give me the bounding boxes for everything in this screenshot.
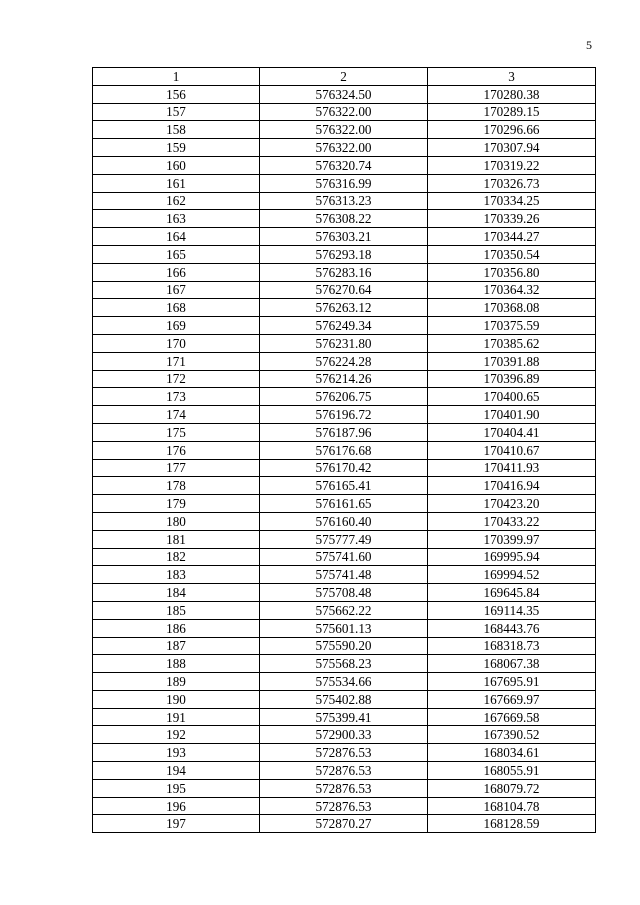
x-coordinate-cell: 576176.68 — [260, 441, 428, 459]
table-row — [93, 334, 596, 352]
point-number-cell: 170 — [93, 334, 260, 352]
point-number-cell: 194 — [93, 762, 260, 780]
y-coordinate-cell: 170350.54 — [428, 245, 596, 263]
point-number-cell: 196 — [93, 797, 260, 815]
table-body — [93, 85, 596, 832]
y-coordinate-cell: 170280.38 — [428, 85, 596, 103]
y-coordinate-cell: 170339.26 — [428, 210, 596, 228]
column-header-3: 3 — [428, 68, 596, 86]
point-number-cell: 177 — [93, 459, 260, 477]
table-row — [93, 601, 596, 619]
table-row — [93, 441, 596, 459]
y-coordinate-cell: 167669.58 — [428, 708, 596, 726]
table-row — [93, 726, 596, 744]
y-coordinate-cell: 168104.78 — [428, 797, 596, 815]
y-coordinate-cell: 168443.76 — [428, 619, 596, 637]
point-number-cell: 181 — [93, 530, 260, 548]
x-coordinate-cell: 576320.74 — [260, 156, 428, 174]
y-coordinate-cell: 170399.97 — [428, 530, 596, 548]
table-row — [93, 762, 596, 780]
point-number-cell: 169 — [93, 317, 260, 335]
x-coordinate-cell: 576224.28 — [260, 352, 428, 370]
table-row — [93, 566, 596, 584]
point-number-cell: 159 — [93, 139, 260, 157]
x-coordinate-cell: 572876.53 — [260, 797, 428, 815]
y-coordinate-cell: 170391.88 — [428, 352, 596, 370]
y-coordinate-cell: 170296.66 — [428, 121, 596, 139]
x-coordinate-cell: 576196.72 — [260, 406, 428, 424]
y-coordinate-cell: 168079.72 — [428, 779, 596, 797]
table-row — [93, 584, 596, 602]
point-number-cell: 190 — [93, 690, 260, 708]
table-row — [93, 156, 596, 174]
x-coordinate-cell: 576308.22 — [260, 210, 428, 228]
table-row — [93, 174, 596, 192]
y-coordinate-cell: 170423.20 — [428, 495, 596, 513]
table-row — [93, 281, 596, 299]
point-number-cell: 176 — [93, 441, 260, 459]
y-coordinate-cell: 169114.35 — [428, 601, 596, 619]
table-row — [93, 245, 596, 263]
x-coordinate-cell: 576214.26 — [260, 370, 428, 388]
table-row — [93, 370, 596, 388]
x-coordinate-cell: 576165.41 — [260, 477, 428, 495]
table-row — [93, 530, 596, 548]
x-coordinate-cell: 576324.50 — [260, 85, 428, 103]
y-coordinate-cell: 170344.27 — [428, 228, 596, 246]
table-row — [93, 299, 596, 317]
point-number-cell: 175 — [93, 423, 260, 441]
x-coordinate-cell: 576263.12 — [260, 299, 428, 317]
table-row — [93, 495, 596, 513]
table-row — [93, 121, 596, 139]
table-row — [93, 548, 596, 566]
y-coordinate-cell: 170326.73 — [428, 174, 596, 192]
x-coordinate-cell: 572876.53 — [260, 744, 428, 762]
point-number-cell: 192 — [93, 726, 260, 744]
x-coordinate-cell: 575601.13 — [260, 619, 428, 637]
y-coordinate-cell: 168318.73 — [428, 637, 596, 655]
x-coordinate-cell: 575708.48 — [260, 584, 428, 602]
page-number: 5 — [586, 38, 592, 52]
x-coordinate-cell: 576231.80 — [260, 334, 428, 352]
column-header-1: 1 — [93, 68, 260, 86]
x-coordinate-cell: 572876.53 — [260, 779, 428, 797]
point-number-cell: 179 — [93, 495, 260, 513]
table-row — [93, 637, 596, 655]
table-row — [93, 352, 596, 370]
table-row — [93, 690, 596, 708]
table-row — [93, 512, 596, 530]
x-coordinate-cell: 576160.40 — [260, 512, 428, 530]
y-coordinate-cell: 170404.41 — [428, 423, 596, 441]
point-number-cell: 195 — [93, 779, 260, 797]
table-row — [93, 406, 596, 424]
x-coordinate-cell: 575534.66 — [260, 673, 428, 691]
point-number-cell: 167 — [93, 281, 260, 299]
table-row — [93, 815, 596, 833]
x-coordinate-cell: 576283.16 — [260, 263, 428, 281]
point-number-cell: 182 — [93, 548, 260, 566]
y-coordinate-cell: 170319.22 — [428, 156, 596, 174]
table-row — [93, 477, 596, 495]
table-row — [93, 85, 596, 103]
y-coordinate-cell: 167669.97 — [428, 690, 596, 708]
x-coordinate-cell: 572870.27 — [260, 815, 428, 833]
x-coordinate-cell: 575662.22 — [260, 601, 428, 619]
point-number-cell: 164 — [93, 228, 260, 246]
y-coordinate-cell: 170375.59 — [428, 317, 596, 335]
point-number-cell: 183 — [93, 566, 260, 584]
y-coordinate-cell: 168055.91 — [428, 762, 596, 780]
y-coordinate-cell: 170364.32 — [428, 281, 596, 299]
x-coordinate-cell: 576270.64 — [260, 281, 428, 299]
y-coordinate-cell: 169645.84 — [428, 584, 596, 602]
point-number-cell: 157 — [93, 103, 260, 121]
x-coordinate-cell: 575590.20 — [260, 637, 428, 655]
table-row — [93, 673, 596, 691]
y-coordinate-cell: 170307.94 — [428, 139, 596, 157]
x-coordinate-cell: 576170.42 — [260, 459, 428, 477]
x-coordinate-cell: 576303.21 — [260, 228, 428, 246]
x-coordinate-cell: 575741.48 — [260, 566, 428, 584]
y-coordinate-cell: 170410.67 — [428, 441, 596, 459]
x-coordinate-cell: 572876.53 — [260, 762, 428, 780]
x-coordinate-cell: 576316.99 — [260, 174, 428, 192]
y-coordinate-cell: 170356.80 — [428, 263, 596, 281]
point-number-cell: 161 — [93, 174, 260, 192]
table-row — [93, 228, 596, 246]
point-number-cell: 189 — [93, 673, 260, 691]
table-row — [93, 210, 596, 228]
y-coordinate-cell: 168128.59 — [428, 815, 596, 833]
x-coordinate-cell: 576293.18 — [260, 245, 428, 263]
y-coordinate-cell: 167695.91 — [428, 673, 596, 691]
point-number-cell: 187 — [93, 637, 260, 655]
table-row — [93, 655, 596, 673]
table-row — [93, 619, 596, 637]
table-row — [93, 192, 596, 210]
x-coordinate-cell: 575399.41 — [260, 708, 428, 726]
table-row — [93, 797, 596, 815]
point-number-cell: 158 — [93, 121, 260, 139]
y-coordinate-cell: 170385.62 — [428, 334, 596, 352]
table-row — [93, 263, 596, 281]
y-coordinate-cell: 170400.65 — [428, 388, 596, 406]
point-number-cell: 156 — [93, 85, 260, 103]
table-row — [93, 708, 596, 726]
y-coordinate-cell: 168067.38 — [428, 655, 596, 673]
point-number-cell: 171 — [93, 352, 260, 370]
x-coordinate-cell: 572900.33 — [260, 726, 428, 744]
point-number-cell: 178 — [93, 477, 260, 495]
point-number-cell: 168 — [93, 299, 260, 317]
table-row — [93, 423, 596, 441]
point-number-cell: 186 — [93, 619, 260, 637]
point-number-cell: 174 — [93, 406, 260, 424]
table-row — [93, 744, 596, 762]
y-coordinate-cell: 170411.93 — [428, 459, 596, 477]
x-coordinate-cell: 575568.23 — [260, 655, 428, 673]
table-row — [93, 459, 596, 477]
y-coordinate-cell: 170433.22 — [428, 512, 596, 530]
point-number-cell: 191 — [93, 708, 260, 726]
point-number-cell: 172 — [93, 370, 260, 388]
x-coordinate-cell: 575402.88 — [260, 690, 428, 708]
table-row — [93, 139, 596, 157]
column-header-2: 2 — [260, 68, 428, 86]
point-number-cell: 160 — [93, 156, 260, 174]
point-number-cell: 165 — [93, 245, 260, 263]
y-coordinate-cell: 167390.52 — [428, 726, 596, 744]
point-number-cell: 162 — [93, 192, 260, 210]
x-coordinate-cell: 576249.34 — [260, 317, 428, 335]
x-coordinate-cell: 576322.00 — [260, 103, 428, 121]
point-number-cell: 197 — [93, 815, 260, 833]
table-header-row — [93, 68, 596, 86]
point-number-cell: 188 — [93, 655, 260, 673]
table-row — [93, 103, 596, 121]
x-coordinate-cell: 576313.23 — [260, 192, 428, 210]
y-coordinate-cell: 170401.90 — [428, 406, 596, 424]
x-coordinate-cell: 576322.00 — [260, 139, 428, 157]
point-number-cell: 173 — [93, 388, 260, 406]
point-number-cell: 180 — [93, 512, 260, 530]
x-coordinate-cell: 575777.49 — [260, 530, 428, 548]
y-coordinate-cell: 170396.89 — [428, 370, 596, 388]
x-coordinate-cell: 576161.65 — [260, 495, 428, 513]
x-coordinate-cell: 576187.96 — [260, 423, 428, 441]
point-number-cell: 193 — [93, 744, 260, 762]
y-coordinate-cell: 170368.08 — [428, 299, 596, 317]
y-coordinate-cell: 169994.52 — [428, 566, 596, 584]
y-coordinate-cell: 170416.94 — [428, 477, 596, 495]
y-coordinate-cell: 170289.15 — [428, 103, 596, 121]
table-row — [93, 779, 596, 797]
x-coordinate-cell: 576206.75 — [260, 388, 428, 406]
y-coordinate-cell: 169995.94 — [428, 548, 596, 566]
x-coordinate-cell: 576322.00 — [260, 121, 428, 139]
table-row — [93, 388, 596, 406]
point-number-cell: 166 — [93, 263, 260, 281]
point-number-cell: 163 — [93, 210, 260, 228]
point-number-cell: 184 — [93, 584, 260, 602]
y-coordinate-cell: 170334.25 — [428, 192, 596, 210]
coordinates-table — [92, 67, 596, 833]
point-number-cell: 185 — [93, 601, 260, 619]
y-coordinate-cell: 168034.61 — [428, 744, 596, 762]
table-row — [93, 317, 596, 335]
x-coordinate-cell: 575741.60 — [260, 548, 428, 566]
